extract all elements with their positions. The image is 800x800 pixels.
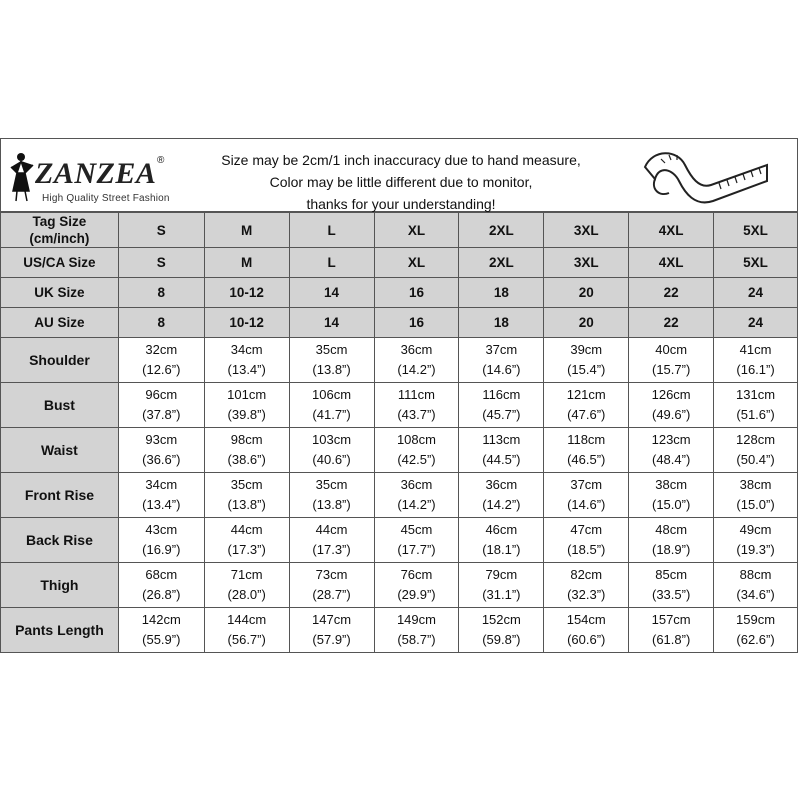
- inch-value: (51.6”): [736, 407, 775, 422]
- cm-value: 85cm: [655, 567, 688, 582]
- measurement-cell: [374, 383, 459, 428]
- inch-value: (17.3”): [227, 542, 266, 557]
- size-value: 22: [629, 278, 714, 308]
- size-value: 8: [118, 308, 204, 338]
- size-value: L: [289, 248, 374, 278]
- cm-value: 131cm: [736, 387, 776, 402]
- note-line: thanks for your understanding!: [306, 196, 496, 212]
- brand-tagline: High Quality Street Fashion: [42, 193, 170, 204]
- measurement-cell: [629, 518, 714, 563]
- cm-value: 106cm: [312, 387, 352, 402]
- cm-value: 108cm: [396, 432, 436, 447]
- inch-value: (15.0”): [736, 497, 775, 512]
- measurement-row: [1, 473, 798, 518]
- size-value: 24: [714, 278, 798, 308]
- inch-value: (55.9”): [142, 632, 181, 647]
- brand-name: ZANZEA: [35, 157, 157, 190]
- measurement-cell: [629, 338, 714, 383]
- measurement-cell: [544, 473, 629, 518]
- measurement-cell: [629, 473, 714, 518]
- inch-value: (29.9”): [397, 587, 436, 602]
- measurement-cell: [544, 428, 629, 473]
- cm-value: 111cm: [397, 387, 435, 402]
- size-value: 5XL: [714, 248, 798, 278]
- measurement-cell: [714, 428, 798, 473]
- size-value: 22: [629, 308, 714, 338]
- measurement-cell: [204, 608, 289, 653]
- cm-value: 154cm: [566, 612, 606, 627]
- measurement-cell: [544, 518, 629, 563]
- size-value: 16: [374, 308, 459, 338]
- cm-value: 96cm: [145, 387, 178, 402]
- measuring-tape-icon: [641, 145, 771, 207]
- inch-value: (28.7”): [312, 587, 351, 602]
- inch-value: (56.7”): [227, 632, 266, 647]
- cm-value: 34cm: [230, 342, 263, 357]
- measurement-cell: [629, 608, 714, 653]
- chart-header: [0, 138, 798, 212]
- size-value: M: [204, 248, 289, 278]
- size-value: 3XL: [544, 248, 629, 278]
- inch-value: (13.4”): [142, 497, 181, 512]
- size-chart: [0, 138, 798, 658]
- measurement-cell: [459, 338, 544, 383]
- measurement-cell: [459, 383, 544, 428]
- measurement-cell: [204, 338, 289, 383]
- cm-value: 88cm: [739, 567, 772, 582]
- cm-value: 159cm: [736, 612, 776, 627]
- measurement-cell: [459, 473, 544, 518]
- cm-value: 32cm: [145, 342, 178, 357]
- cm-value: 147cm: [312, 612, 352, 627]
- inch-value: (43.7”): [397, 407, 436, 422]
- inch-value: (18.5”): [567, 542, 606, 557]
- size-value: 14: [289, 308, 374, 338]
- inch-value: (18.1”): [482, 542, 521, 557]
- measurement-cell: [714, 338, 798, 383]
- cm-value: 47cm: [570, 522, 603, 537]
- cm-value: 113cm: [482, 432, 521, 447]
- size-row: [1, 248, 798, 278]
- size-value: 20: [544, 308, 629, 338]
- cm-value: 48cm: [655, 522, 688, 537]
- inch-value: (44.5”): [482, 452, 521, 467]
- cm-value: 79cm: [485, 567, 518, 582]
- size-value: 5XL: [714, 213, 798, 248]
- cm-value: 44cm: [315, 522, 348, 537]
- measurement-cell: [459, 518, 544, 563]
- inch-value: (13.8”): [227, 497, 266, 512]
- measurement-cell: [714, 563, 798, 608]
- inch-value: (57.9”): [312, 632, 351, 647]
- size-row-label: Tag Size (cm/inch): [1, 213, 119, 248]
- size-row-label: AU Size: [1, 308, 119, 338]
- inch-value: (16.1”): [736, 362, 775, 377]
- inch-value: (14.6”): [567, 497, 606, 512]
- size-value: 18: [459, 278, 544, 308]
- registered-mark: ®: [157, 155, 165, 166]
- size-value: 20: [544, 278, 629, 308]
- inch-value: (48.4”): [651, 452, 691, 467]
- measurement-cell: [374, 473, 459, 518]
- cm-value: 36cm: [485, 477, 518, 492]
- size-table: [0, 212, 798, 653]
- inch-value: (60.6”): [567, 632, 606, 647]
- cm-value: 38cm: [655, 477, 688, 492]
- size-value: XL: [374, 248, 459, 278]
- measurement-label: Pants Length: [1, 608, 119, 653]
- cm-value: 142cm: [141, 612, 181, 627]
- inch-value: (59.8”): [482, 632, 521, 647]
- measurement-cell: [204, 563, 289, 608]
- inch-value: (18.9”): [651, 542, 691, 557]
- inch-value: (39.8”): [227, 407, 266, 422]
- cm-value: 82cm: [570, 567, 603, 582]
- inch-value: (45.7”): [482, 407, 521, 422]
- measurement-cell: [289, 563, 374, 608]
- inch-value: (19.3”): [736, 542, 775, 557]
- measurement-cell: [374, 563, 459, 608]
- cm-value: 40cm: [655, 342, 688, 357]
- cm-value: 157cm: [651, 612, 691, 627]
- measurement-notes: [191, 149, 611, 215]
- inch-value: (31.1”): [482, 587, 521, 602]
- cm-value: 35cm: [315, 477, 348, 492]
- cm-value: 37cm: [485, 342, 518, 357]
- inch-value: (15.7”): [651, 362, 691, 377]
- size-value: S: [118, 213, 204, 248]
- inch-value: (33.5”): [651, 587, 691, 602]
- inch-value: (13.8”): [312, 362, 351, 377]
- inch-value: (14.2”): [397, 362, 436, 377]
- inch-value: (62.6”): [736, 632, 775, 647]
- inch-value: (26.8”): [142, 587, 181, 602]
- measurement-row: [1, 608, 798, 653]
- cm-value: 73cm: [315, 567, 348, 582]
- size-value: 4XL: [629, 248, 714, 278]
- size-value: 14: [289, 278, 374, 308]
- measurement-cell: [459, 428, 544, 473]
- size-row-label: UK Size: [1, 278, 119, 308]
- measurement-cell: [204, 383, 289, 428]
- inch-value: (40.6”): [312, 452, 351, 467]
- measurement-cell: [204, 428, 289, 473]
- measurement-label: Waist: [1, 428, 119, 473]
- cm-value: 149cm: [396, 612, 436, 627]
- inch-value: (50.4”): [736, 452, 775, 467]
- size-value: 2XL: [459, 248, 544, 278]
- cm-value: 93cm: [145, 432, 178, 447]
- size-value: L: [289, 213, 374, 248]
- cm-value: 44cm: [230, 522, 263, 537]
- inch-value: (58.7”): [397, 632, 436, 647]
- dancer-figure-icon: [7, 151, 37, 203]
- measurement-cell: [289, 383, 374, 428]
- cm-value: 128cm: [736, 432, 776, 447]
- cm-value: 36cm: [400, 342, 433, 357]
- note-line: Color may be little different due to monitor,: [269, 174, 533, 190]
- measurement-cell: [544, 563, 629, 608]
- inch-value: (13.4”): [227, 362, 266, 377]
- cm-value: 36cm: [400, 477, 433, 492]
- inch-value: (14.6”): [482, 362, 521, 377]
- inch-value: (36.6”): [142, 452, 181, 467]
- inch-value: (47.6”): [567, 407, 606, 422]
- cm-value: 35cm: [315, 342, 348, 357]
- cm-value: 35cm: [230, 477, 263, 492]
- measurement-label: Thigh: [1, 563, 119, 608]
- measurement-cell: [544, 608, 629, 653]
- inch-value: (46.5”): [567, 452, 606, 467]
- cm-value: 38cm: [739, 477, 772, 492]
- inch-value: (28.0”): [227, 587, 266, 602]
- inch-value: (41.7”): [312, 407, 351, 422]
- measurement-cell: [118, 383, 204, 428]
- cm-value: 41cm: [739, 342, 772, 357]
- cm-value: 101cm: [227, 387, 267, 402]
- measurement-cell: [118, 338, 204, 383]
- inch-value: (14.2”): [482, 497, 521, 512]
- measurement-cell: [374, 428, 459, 473]
- note-line: Size may be 2cm/1 inch inaccuracy due to hand measure,: [221, 152, 581, 168]
- measurement-label: Bust: [1, 383, 119, 428]
- measurement-cell: [289, 338, 374, 383]
- size-value: 10-12: [204, 308, 289, 338]
- size-row-label: US/CA Size: [1, 248, 119, 278]
- cm-value: 98cm: [230, 432, 263, 447]
- inch-value: (14.2”): [397, 497, 436, 512]
- measurement-cell: [544, 383, 629, 428]
- measurement-cell: [629, 383, 714, 428]
- cm-value: 126cm: [651, 387, 691, 402]
- cm-value: 103cm: [312, 432, 352, 447]
- size-row: [1, 213, 798, 248]
- measurement-row: [1, 563, 798, 608]
- size-value: 16: [374, 278, 459, 308]
- cm-value: 76cm: [400, 567, 433, 582]
- cm-value: 68cm: [145, 567, 178, 582]
- cm-value: 116cm: [482, 387, 521, 402]
- cm-value: 144cm: [227, 612, 267, 627]
- size-value: 3XL: [544, 213, 629, 248]
- cm-value: 39cm: [570, 342, 603, 357]
- cm-value: 152cm: [481, 612, 521, 627]
- measurement-row: [1, 383, 798, 428]
- inch-value: (61.8”): [651, 632, 691, 647]
- measurement-cell: [289, 518, 374, 563]
- inch-value: (15.0”): [651, 497, 691, 512]
- measurement-cell: [459, 608, 544, 653]
- measurement-label: Shoulder: [1, 338, 119, 383]
- size-value: XL: [374, 213, 459, 248]
- cm-value: 118cm: [567, 432, 606, 447]
- measurement-cell: [459, 563, 544, 608]
- inch-value: (49.6”): [651, 407, 691, 422]
- measurement-cell: [544, 338, 629, 383]
- size-row: [1, 278, 798, 308]
- cm-value: 121cm: [566, 387, 606, 402]
- measurement-cell: [629, 428, 714, 473]
- brand-logo: [7, 149, 182, 205]
- measurement-cell: [629, 563, 714, 608]
- measurement-cell: [204, 473, 289, 518]
- measurement-cell: [289, 608, 374, 653]
- inch-value: (34.6”): [736, 587, 775, 602]
- measurement-label: Front Rise: [1, 473, 119, 518]
- size-value: 10-12: [204, 278, 289, 308]
- inch-value: (15.4”): [567, 362, 606, 377]
- size-value: S: [118, 248, 204, 278]
- measurement-cell: [289, 473, 374, 518]
- size-value: 8: [118, 278, 204, 308]
- size-value: 4XL: [629, 213, 714, 248]
- measurement-cell: [374, 338, 459, 383]
- cm-value: 123cm: [651, 432, 691, 447]
- size-value: M: [204, 213, 289, 248]
- measurement-cell: [118, 428, 204, 473]
- inch-value: (32.3”): [567, 587, 606, 602]
- inch-value: (13.8”): [312, 497, 351, 512]
- measurement-cell: [374, 608, 459, 653]
- size-value: 18: [459, 308, 544, 338]
- inch-value: (16.9”): [142, 542, 181, 557]
- inch-value: (17.7”): [397, 542, 436, 557]
- measurement-cell: [714, 608, 798, 653]
- cm-value: 45cm: [400, 522, 433, 537]
- measurement-cell: [374, 518, 459, 563]
- measurement-cell: [204, 518, 289, 563]
- measurement-cell: [118, 608, 204, 653]
- measurement-cell: [289, 428, 374, 473]
- inch-value: (17.3”): [312, 542, 351, 557]
- cm-value: 49cm: [739, 522, 772, 537]
- measurement-row: [1, 428, 798, 473]
- inch-value: (38.6”): [227, 452, 266, 467]
- measurement-row: [1, 518, 798, 563]
- inch-value: (12.6”): [142, 362, 181, 377]
- measurement-cell: [714, 473, 798, 518]
- measurement-label: Back Rise: [1, 518, 119, 563]
- cm-value: 37cm: [570, 477, 603, 492]
- cm-value: 46cm: [485, 522, 518, 537]
- measurement-cell: [714, 383, 798, 428]
- measurement-cell: [118, 563, 204, 608]
- cm-value: 43cm: [145, 522, 178, 537]
- size-value: 2XL: [459, 213, 544, 248]
- size-value: 24: [714, 308, 798, 338]
- measurement-row: [1, 338, 798, 383]
- inch-value: (37.8”): [142, 407, 181, 422]
- size-row: [1, 308, 798, 338]
- measurement-cell: [714, 518, 798, 563]
- measurement-cell: [118, 518, 204, 563]
- measurement-cell: [118, 473, 204, 518]
- cm-value: 71cm: [230, 567, 263, 582]
- cm-value: 34cm: [145, 477, 178, 492]
- inch-value: (42.5”): [397, 452, 436, 467]
